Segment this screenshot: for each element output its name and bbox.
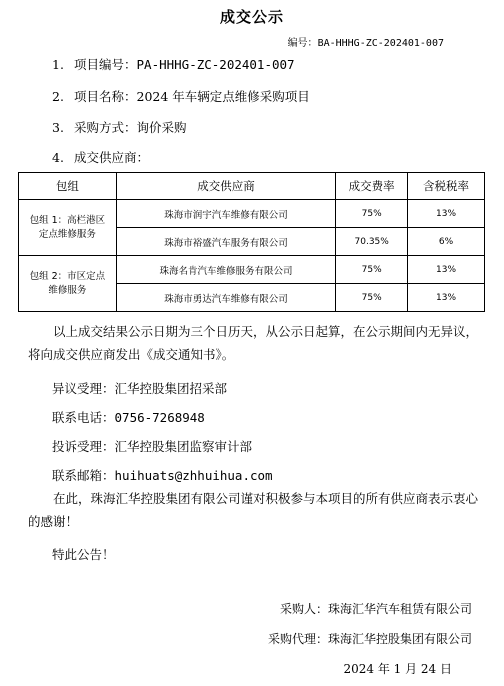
- group-name-line1: 包组 1：高栏港区: [29, 214, 106, 226]
- item-label: 采购方式：: [74, 120, 137, 135]
- supplier-cell: 珠海市裕盛汽车服务有限公司: [116, 228, 335, 256]
- agent-signature: [268, 630, 472, 647]
- item-index: 4.: [52, 150, 64, 165]
- rate-cell: 75%: [336, 256, 408, 284]
- item-procurement-method: [52, 118, 187, 136]
- group-name-line2: 维修服务: [48, 284, 87, 296]
- supplier-cell: 珠海名肯汽车维修服务有限公司: [116, 256, 335, 284]
- contact-label: 联系邮箱：: [52, 468, 115, 483]
- contact-label: 联系电话：: [52, 410, 115, 425]
- supplier-table: [18, 172, 485, 312]
- item-label: 项目名称：: [74, 89, 137, 104]
- item-index: 1.: [52, 57, 64, 72]
- contact-value: 汇华控股集团招采部: [114, 381, 228, 396]
- rate-cell: 75%: [336, 200, 408, 228]
- table-row: [19, 200, 485, 228]
- table-header-row: [19, 173, 485, 200]
- closing-text: 特此公告！: [52, 547, 115, 562]
- purchaser-label: 采购人：: [279, 602, 328, 616]
- item-label: 项目编号：: [74, 57, 137, 72]
- tax-cell: 13%: [408, 256, 485, 284]
- group-name-line1: 包组 2：市区定点: [29, 270, 106, 282]
- rate-cell: 70.35%: [336, 228, 408, 256]
- item-label: 成交供应商：: [74, 150, 150, 165]
- header-supplier: 成交供应商: [116, 173, 335, 200]
- contact-label: 异议受理：: [52, 381, 115, 396]
- tax-cell: 13%: [408, 284, 485, 312]
- table-row: [19, 256, 485, 284]
- agent-name: 珠海汇华控股集团有限公司: [327, 632, 472, 646]
- tax-cell: 13%: [408, 200, 485, 228]
- agent-label: 采购代理：: [267, 632, 328, 646]
- page-title: 成交公示: [219, 8, 284, 26]
- complaint-contact: [52, 437, 252, 455]
- item-value: PA-HHHG-ZC-202401-007: [136, 57, 295, 72]
- objection-contact: [52, 379, 227, 397]
- item-index: 3.: [52, 120, 64, 135]
- group-cell: [19, 200, 117, 256]
- item-project-name: [52, 87, 310, 105]
- group-cell: [19, 256, 117, 312]
- header-tax: 含税税率: [408, 173, 485, 200]
- document-number-label: 编号：: [287, 38, 318, 49]
- document-number-value: BA-HHHG-ZC-202401-007: [317, 38, 444, 49]
- email-contact: [52, 466, 273, 484]
- signature-date: 2024 年 1 月 24 日: [343, 662, 452, 676]
- group-name-line2: 定点维修服务: [38, 228, 96, 240]
- item-project-number: [52, 55, 295, 73]
- tax-cell: 6%: [408, 228, 485, 256]
- item-value: 询价采购: [136, 120, 187, 135]
- header-rate: 成交费率: [336, 173, 408, 200]
- supplier-cell: 珠海市润宇汽车维修有限公司: [116, 200, 335, 228]
- contact-value: huihuats@zhhuihua.com: [114, 468, 273, 483]
- notice-paragraph: 以上成交结果公示日期为三个日历天，从公示日起算，在公示期间内无异议，将向成交供应商发出《成交通知书》。: [28, 324, 479, 362]
- phone-contact: [52, 408, 205, 426]
- contact-value: 0756-7268948: [114, 410, 205, 425]
- item-winning-suppliers: [52, 148, 149, 166]
- item-value: 2024 年车辆定点维修采购项目: [136, 89, 310, 104]
- purchaser-signature: [280, 600, 472, 617]
- rate-cell: 75%: [336, 284, 408, 312]
- item-index: 2.: [52, 89, 64, 104]
- contact-value: 汇华控股集团监察审计部: [114, 439, 253, 454]
- contact-label: 投诉受理：: [52, 439, 115, 454]
- supplier-cell: 珠海市勇达汽车维修有限公司: [116, 284, 335, 312]
- header-group: 包组: [19, 173, 117, 200]
- document-number: [288, 34, 444, 49]
- thanks-paragraph: 在此，珠海汇华控股集团有限公司谨对积极参与本项目的所有供应商表示衷心的感谢！: [28, 491, 479, 529]
- purchaser-name: 珠海汇华汽车租赁有限公司: [327, 602, 472, 616]
